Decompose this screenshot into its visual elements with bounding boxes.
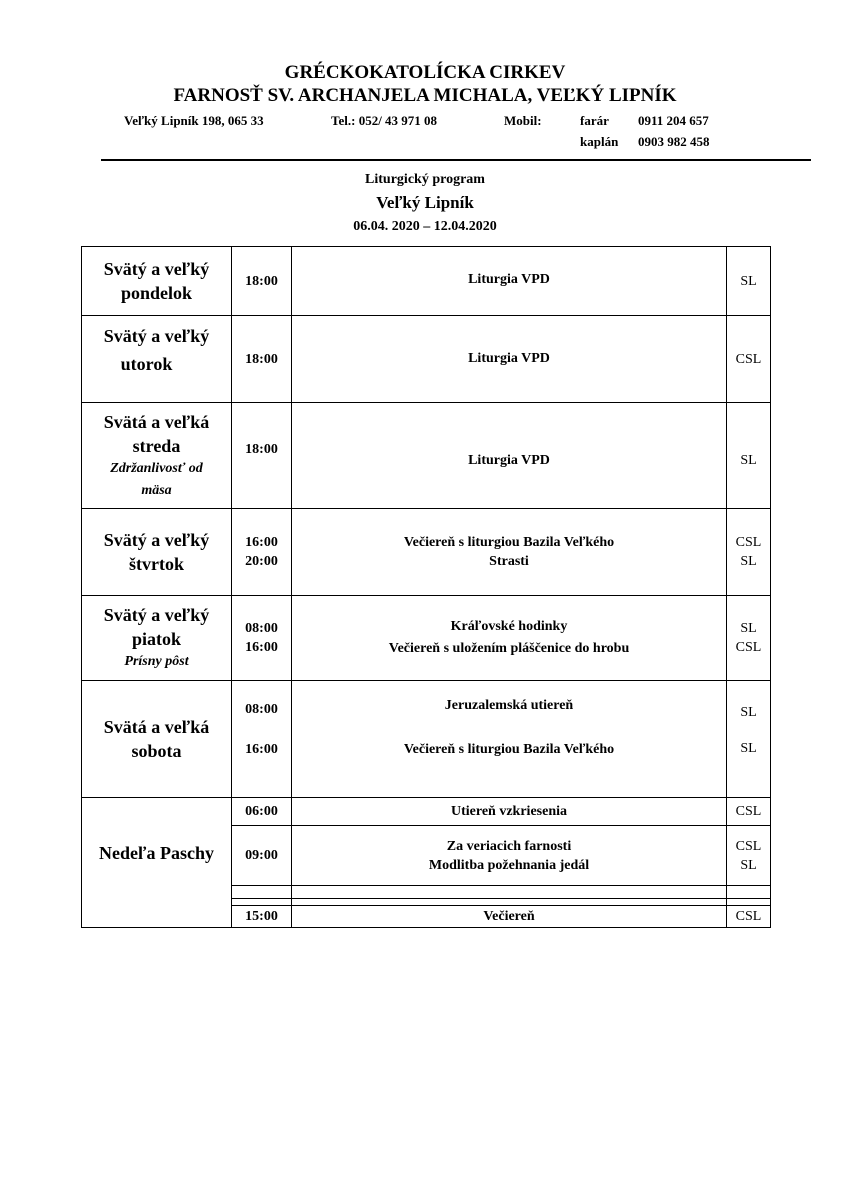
parish-phone: Tel.: 052/ 43 971 08	[331, 113, 438, 128]
schedule-row-pondelok	[82, 247, 771, 316]
event-language: CSL	[735, 804, 762, 819]
empty-cell	[292, 886, 727, 899]
event-language: SL	[740, 453, 757, 468]
day-cell	[82, 596, 232, 681]
farar-label: farár	[580, 113, 609, 128]
language-cell	[727, 509, 771, 596]
schedule-row-nedela-0600	[82, 798, 771, 826]
event-time: 08:00	[245, 702, 278, 717]
day-cell	[82, 247, 232, 316]
kaplan-number: 0903 982 458	[638, 134, 710, 149]
event-name: Jeruzalemská utiereň	[444, 698, 574, 713]
event-name: Utiereň vzkriesenia	[451, 804, 567, 819]
event-cell	[292, 681, 727, 798]
event-time: 15:00	[245, 909, 278, 924]
schedule-row-utorok	[82, 316, 771, 403]
event-language: CSL	[735, 640, 762, 655]
day-name-line: Svätý a veľký	[103, 605, 210, 625]
parish-address: Veľký Lipník 198, 065 33	[124, 113, 264, 128]
mobile-label: Mobil:	[504, 113, 542, 128]
event-language: CSL	[735, 351, 762, 367]
event-cell	[292, 596, 727, 681]
event-language: CSL	[735, 838, 762, 854]
event-cell	[292, 906, 727, 928]
day-name-line: sobota	[131, 741, 182, 761]
event-language: CSL	[735, 535, 762, 550]
event-cell	[292, 403, 727, 509]
day-name-line: Svätý a veľký	[103, 259, 210, 279]
event-cell	[292, 826, 727, 886]
parish-name-title: FARNOSŤ SV. ARCHANJELA MICHALA, VEĽKÝ LIPNÍK	[173, 85, 677, 106]
language-cell	[727, 247, 771, 316]
program-dates: 06.04. 2020 – 12.04.2020	[353, 219, 497, 234]
farar-number: 0911 204 657	[638, 113, 709, 128]
event-language: CSL	[735, 909, 762, 924]
language-cell	[727, 681, 771, 798]
kaplan-label: kaplán	[580, 134, 619, 149]
program-title: Liturgický program	[365, 172, 485, 187]
event-cell	[292, 316, 727, 403]
event-language: SL	[740, 741, 757, 756]
day-cell	[82, 316, 232, 403]
event-name: Za veriacich farnosti	[446, 838, 572, 854]
event-time: 18:00	[245, 442, 278, 457]
schedule-row-piatok	[82, 596, 771, 681]
event-language: SL	[740, 621, 757, 636]
empty-cell	[727, 886, 771, 899]
day-cell	[82, 403, 232, 509]
day-cell	[82, 509, 232, 596]
event-name: Večiereň s liturgiou Bazila Veľkého	[403, 535, 615, 550]
event-name: Večiereň s liturgiou Bazila Veľkého	[403, 742, 615, 757]
day-name-line: streda	[132, 435, 181, 456]
time-cell	[232, 247, 292, 316]
event-time: 18:00	[245, 351, 278, 367]
empty-cell	[232, 899, 292, 906]
empty-cell	[232, 886, 292, 899]
event-language: SL	[740, 705, 757, 720]
program-place: Veľký Lipník	[376, 193, 474, 212]
header-divider	[101, 159, 811, 161]
time-cell	[232, 906, 292, 928]
schedule-row-stvrtok	[82, 509, 771, 596]
language-cell	[727, 826, 771, 886]
day-note-line: Zdržanlivosť od	[110, 460, 203, 476]
event-cell	[292, 509, 727, 596]
event-name: Liturgia VPD	[468, 453, 550, 468]
day-name-line: Svätý a veľký	[103, 530, 210, 550]
time-cell	[232, 509, 292, 596]
schedule-row-streda	[82, 403, 771, 509]
day-name-line: Svätý a veľký	[103, 326, 210, 346]
sunday-day-name: Nedeľa Paschy	[99, 842, 214, 863]
schedule-table	[81, 246, 771, 928]
schedule-row-sobota	[82, 681, 771, 798]
day-name-line: Svätá a veľká	[103, 411, 210, 432]
time-cell	[232, 403, 292, 509]
empty-cell	[727, 899, 771, 906]
language-cell	[727, 316, 771, 403]
day-note-line: mäsa	[141, 482, 172, 498]
language-cell	[727, 798, 771, 826]
event-time: 16:00	[245, 742, 278, 757]
event-time: 18:00	[245, 273, 278, 289]
event-name: Liturgia VPD	[468, 271, 550, 287]
time-cell	[232, 316, 292, 403]
time-cell	[232, 596, 292, 681]
event-time: 20:00	[245, 554, 278, 569]
parish-church-title: GRÉCKOKATOLÍCKA CIRKEV	[284, 62, 566, 83]
time-cell	[232, 798, 292, 826]
day-cell	[82, 681, 232, 798]
event-time: 08:00	[245, 621, 278, 636]
time-cell	[232, 681, 292, 798]
language-cell	[727, 906, 771, 928]
event-time: 16:00	[245, 640, 278, 655]
day-name-line: piatok	[131, 629, 182, 649]
event-language: SL	[740, 857, 757, 873]
empty-cell	[292, 899, 727, 906]
time-cell	[232, 826, 292, 886]
event-time: 16:00	[245, 535, 278, 550]
language-cell	[727, 403, 771, 509]
day-name-line: štvrtok	[129, 554, 184, 574]
event-time: 09:00	[245, 848, 278, 863]
event-name: Liturgia VPD	[468, 350, 550, 366]
event-name: Večiereň	[483, 909, 535, 924]
day-note-line: Prísny pôst	[124, 654, 189, 669]
event-language: SL	[740, 554, 757, 569]
day-name-line: pondelok	[120, 283, 193, 303]
event-name: Kráľovské hodinky	[450, 619, 568, 634]
language-cell	[727, 596, 771, 681]
event-time: 06:00	[245, 804, 278, 819]
day-name-line: Svätá a veľká	[103, 717, 210, 737]
event-cell	[292, 798, 727, 826]
event-name: Strasti	[489, 554, 529, 569]
day-name-line: utorok	[120, 354, 173, 374]
day-cell-sunday	[82, 798, 232, 928]
event-language: SL	[740, 273, 757, 289]
event-name: Večiereň s uložením pláščenice do hrobu	[388, 641, 630, 656]
event-name: Modlitba požehnania jedál	[428, 857, 590, 873]
event-cell	[292, 247, 727, 316]
